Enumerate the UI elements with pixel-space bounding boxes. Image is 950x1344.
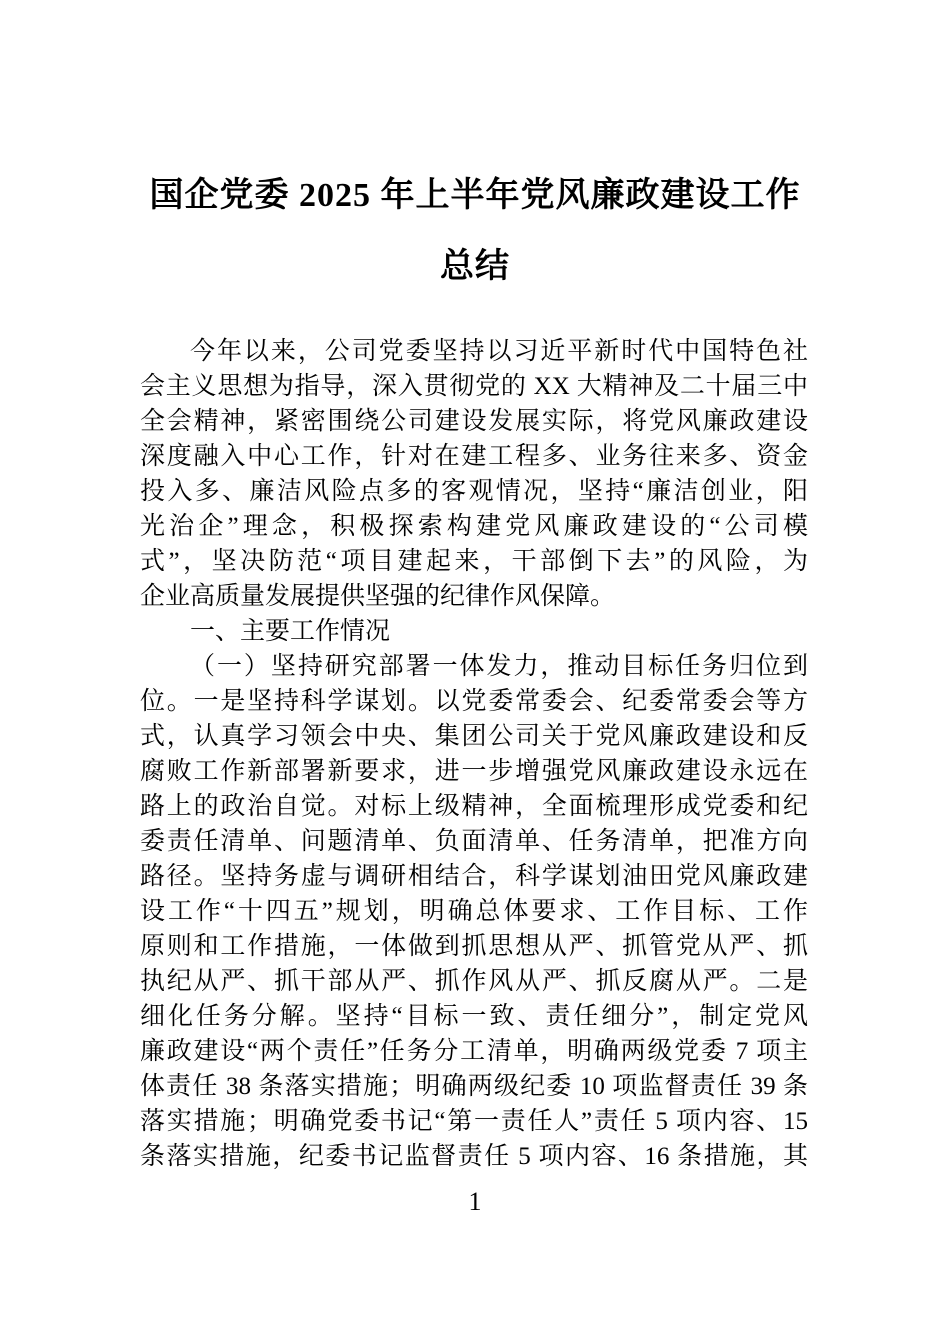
body-line: 全会精神，紧密围绕公司建设发展实际，将党风廉政建设 <box>140 408 808 435</box>
document-title <box>70 160 880 302</box>
body-line: 路径。坚持务虚与调研相结合，科学谋划油田党风廉政建 <box>140 863 808 890</box>
body-line: 位。一是坚持科学谋划。以党委常委会、纪委常委会等方 <box>140 688 808 715</box>
body-line: 体责任 38 条落实措施；明确两级纪委 10 项监督责任 39 条 <box>140 1073 808 1100</box>
body-line: 委责任清单、问题清单、负面清单、任务清单，把准方向 <box>140 828 808 855</box>
section-heading: 一、主要工作情况 <box>190 618 391 645</box>
document-body <box>140 334 808 1174</box>
body-line: 设工作“十四五”规划，明确总体要求、工作目标、工作 <box>140 898 808 925</box>
body-line: 细化任务分解。坚持“目标一致、责任细分”，制定党风 <box>140 1003 808 1030</box>
body-line: 原则和工作措施，一体做到抓思想从严、抓管党从严、抓 <box>140 933 808 960</box>
body-line: 式，认真学习领会中央、集团公司关于党风廉政建设和反 <box>140 723 808 750</box>
body-line: 企业高质量发展提供坚强的纪律作风保障。 <box>140 583 616 610</box>
body-line: 今年以来，公司党委坚持以习近平新时代中国特色社 <box>190 338 808 365</box>
body-line: 路上的政治自觉。对标上级精神，全面梳理形成党委和纪 <box>140 793 808 820</box>
title-line-2: 总结 <box>440 248 510 285</box>
body-line: 光治企”理念，积极探索构建党风廉政建设的“公司模 <box>140 513 808 540</box>
body-line: 会主义思想为指导，深入贯彻党的 XX 大精神及二十届三中 <box>140 373 808 400</box>
body-line: 条落实措施，纪委书记监督责任 5 项内容、16 条措施，其 <box>140 1143 808 1170</box>
body-line: 落实措施；明确党委书记“第一责任人”责任 5 项内容、15 <box>140 1108 808 1135</box>
body-line: 廉政建设“两个责任”任务分工清单，明确两级党委 7 项主 <box>140 1038 808 1065</box>
title-line-1: 国企党委 2025 年上半年党风廉政建设工作 <box>149 177 801 214</box>
body-line: 式”，坚决防范“项目建起来，干部倒下去”的风险，为 <box>140 548 808 575</box>
body-line: （一）坚持研究部署一体发力，推动目标任务归位到 <box>190 653 808 680</box>
page-number: 1 <box>468 1187 482 1216</box>
body-line: 深度融入中心工作，针对在建工程多、业务往来多、资金 <box>140 443 808 470</box>
body-line: 腐败工作新部署新要求，进一步增强党风廉政建设永远在 <box>140 758 808 785</box>
body-line: 投入多、廉洁风险点多的客观情况，坚持“廉洁创业，阳 <box>140 478 808 505</box>
body-line: 执纪从严、抓干部从严、抓作风从严、抓反腐从严。二是 <box>140 968 808 995</box>
